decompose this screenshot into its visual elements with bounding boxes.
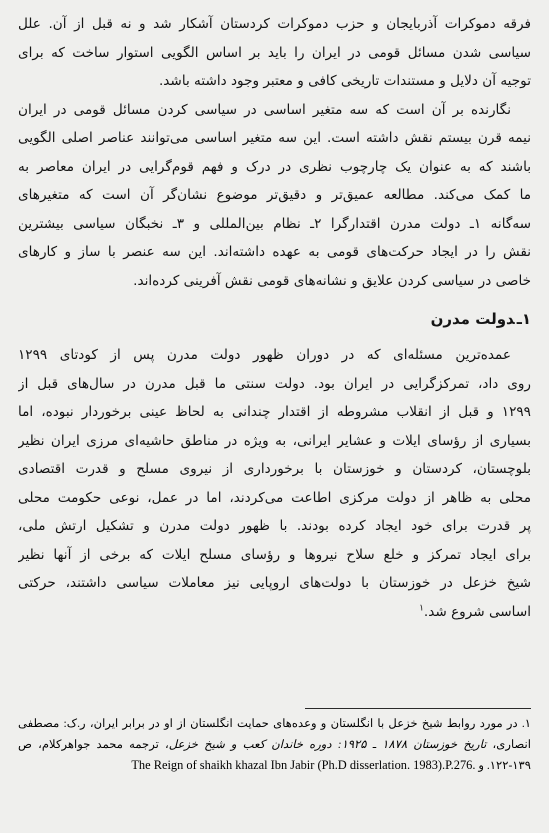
text-line-final (18, 598, 531, 627)
footnote-line (18, 735, 531, 756)
text-line: باشند که به عنوان یک چارچوب نظری در درک و فهم قوم‌گرایی در ایران معاصر به (18, 158, 531, 175)
footnote-line (18, 755, 531, 777)
footnote-translator: ، ترجمه محمد جواهرکلام، ص (18, 737, 169, 751)
text-line: نگارنده بر آن است که سه متغیر اساسی در سیاسی کردن مسائل قومی در ایران (18, 101, 511, 118)
footnote (18, 714, 531, 777)
text-line-content: اساسی شروع شد. (423, 603, 531, 620)
section-number: ۱ـ (516, 310, 531, 328)
text-line: خاصی در سیاسی کردن علایق و نشانه‌های قومی نقش آفرینی کرده‌اند. (133, 272, 531, 289)
text-line: ۱۲۹۹ و قبل از انقلاب مشروطه از اقتدار چندانی به لحاظ عینی برخوردار نبوده، اما (18, 404, 531, 420)
text-line: فرقه دموکرات آذربایجان و حزب دموکرات کردستان آشکار شد و نه قبل از آن. علل (18, 16, 531, 32)
footnote-divider (305, 708, 531, 709)
text-line: سه‌گانه ۱ـ دولت مدرن اقتدارگرا ۲ـ نظام بین‌المللی و ۳ـ نخبگان سیاسی بیشترین (18, 215, 531, 232)
footnote-author: انصاری، (486, 737, 531, 751)
paragraph-2 (18, 96, 531, 296)
text-line: بلوچستان، کردستان و خوزستان با برخورداری از نیروی مسلح و قدرت اقتصادی (18, 461, 531, 477)
footnote-marker: ۱ (419, 602, 424, 613)
text-line: سیاسی شدن مسائل قومی در ایران را باید بر اساس الگویی استوار ساخت که برای (18, 44, 531, 61)
text-line: بسیاری از رؤسای ایلات و عشایر ایرانی، به ویژه در مناطق حاشیه‌ای مرزی ایران نظیر (18, 432, 531, 449)
footnote-book-title: تاریخ خوزستان ۱۸۷۸ ـ ۱۹۲۵: دوره خاندان کعب و شیخ خزعل (168, 737, 487, 751)
paragraph-3 (18, 341, 531, 626)
text-line: عمده‌ترین مسئله‌ای که در دوران ظهور دولت مدرن پس از کودتای ۱۲۹۹ (18, 347, 511, 363)
text-line: ما کمک می‌کند. مطالعه عمیق‌تر و دقیق‌تر موضوع نشان‌گر آن است که متغیرهای (18, 187, 531, 203)
footnote-line: ۱. در مورد روابط شیخ خزعل با انگلستان و وعده‌های حمایت انگلستان از او در برابر ایران، ر.ک: مصطفی (18, 717, 531, 730)
text-line: نیمه قرن بیستم نقش داشته است. این سه متغیر اساسی می‌توانند عناصر اصلی الگویی (18, 130, 531, 146)
footnote-latin-reference: The Reign of shaikh khazal Ibn Jabir (Ph.D disserlation. 1983).P.276. (131, 758, 476, 772)
text-line: روی داد، تمرکزگرایی در ایران بود. دولت سنتی ما قبل مدرن در سال‌های قبل از (18, 375, 531, 392)
text-line: توجیه آن دلایل و مستندات تاریخی کافی و معتبر وجود داشته باشد. (158, 73, 531, 89)
footnote-pages: ۱۲۲-۱۳۹. و (475, 759, 531, 772)
paragraph-1 (18, 10, 531, 96)
text-line: نقش را در ایجاد حرکت‌های قومی به عهده داشته‌اند. این سه عنصر با ساز و کارهای (18, 244, 531, 260)
text-line: پر قدرت برای خود ایجاد کرده بودند. با ظهور دولت مدرن و تشکیل ارتش ملی، (18, 518, 531, 534)
text-line: برای ایجاد تمرکز و خلع سلاح نیروها و رؤسای مسلح ایلات که برخی از آنها نظیر (18, 546, 531, 563)
text-line: محلی به ظاهر از دولت مرکزی اطاعت می‌کردند، اما در عمل، نوعی حکومت محلی (18, 489, 531, 506)
text-line: شیخ خزعل در خوزستان با دولت‌های اروپایی نیز معاملات سیاسی داشتند، حرکتی (18, 575, 531, 591)
section-heading (18, 305, 531, 333)
section-title: دولت مدرن (430, 310, 515, 328)
